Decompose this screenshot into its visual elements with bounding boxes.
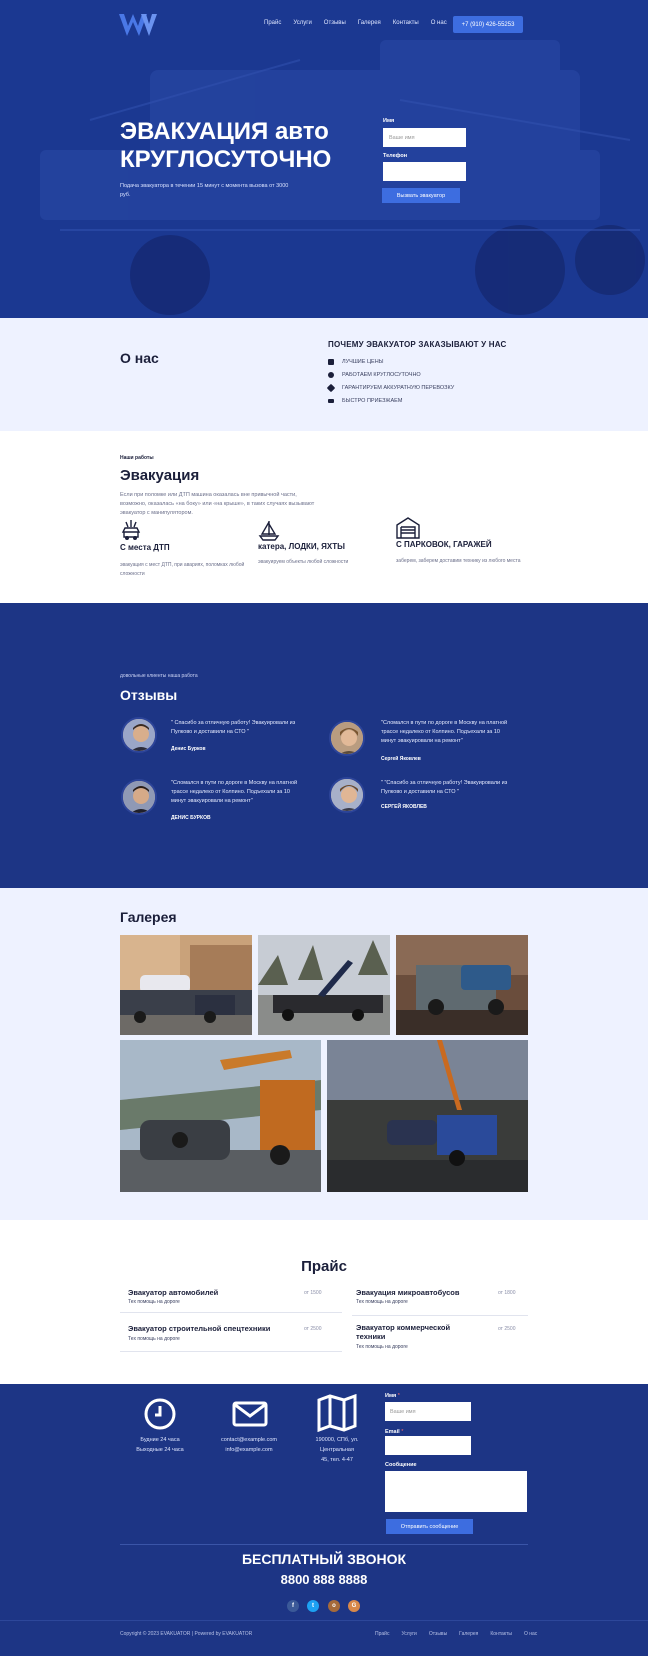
email-link[interactable]: contact@example.com bbox=[220, 1437, 278, 1443]
address-line: 190000, СПб, ул. bbox=[315, 1437, 359, 1443]
price-item-value: от 2500 bbox=[304, 1326, 322, 1332]
price-item-sub: Тех помощь на дороге bbox=[128, 1336, 180, 1342]
price-divider bbox=[120, 1312, 342, 1313]
why-item-prices bbox=[328, 359, 384, 365]
logo-icon[interactable] bbox=[119, 12, 157, 38]
main-nav bbox=[264, 20, 459, 26]
contact-name-label bbox=[385, 1393, 400, 1399]
footer-nav-item[interactable]: О нас bbox=[523, 1631, 538, 1637]
gallery-section bbox=[0, 888, 648, 1220]
gallery-image-5[interactable] bbox=[327, 1040, 528, 1192]
contact-message-label: Сообщение bbox=[385, 1462, 417, 1468]
copyright-text: Copyright © 2023 EVAKUATOR | Powered by EVAKUATOR bbox=[120, 1631, 253, 1637]
label-text: Email bbox=[385, 1429, 400, 1435]
why-item-fast bbox=[328, 398, 402, 404]
reviews-title: Отзывы bbox=[120, 687, 178, 703]
footer-nav-item[interactable]: Контакты bbox=[490, 1631, 512, 1637]
email-link[interactable]: info@example.com bbox=[225, 1447, 273, 1453]
hero-name-label: Имя bbox=[383, 118, 395, 124]
price-item-value: от 1800 bbox=[498, 1290, 516, 1296]
services-section bbox=[0, 431, 648, 603]
review-author: СЕРГЕЙ ЯКОВЛЕВ bbox=[381, 804, 427, 810]
review-author: ДЕНИС БУРКОВ bbox=[171, 815, 211, 821]
footer bbox=[0, 1620, 648, 1656]
about-title: О нас bbox=[120, 350, 159, 366]
garage-icon bbox=[396, 517, 420, 539]
price-divider bbox=[352, 1315, 528, 1316]
price-item-title-line: техники bbox=[356, 1332, 386, 1341]
footer-nav-item[interactable]: Услуги bbox=[401, 1631, 417, 1637]
footer-nav bbox=[375, 1631, 549, 1637]
required-mark: * bbox=[401, 1429, 404, 1435]
contact-message-textarea[interactable] bbox=[385, 1471, 527, 1512]
nav-item-contacts[interactable]: Контакты bbox=[392, 20, 419, 26]
google-icon[interactable]: G bbox=[348, 1600, 360, 1612]
avatar bbox=[329, 720, 365, 756]
footer-nav-item[interactable]: Отзывы bbox=[428, 1631, 448, 1637]
price-item-title bbox=[356, 1323, 450, 1341]
review-text: "Сломался в пути по дороге в Москву на платной трассе недалеко от Колпино. Подъехали за 10 минут эвакуировали на ремонт" bbox=[171, 780, 298, 804]
services-title: Эвакуация bbox=[120, 467, 200, 484]
contact-name-input[interactable]: Ваше имя bbox=[385, 1402, 471, 1421]
gallery-image-3[interactable] bbox=[396, 935, 528, 1035]
price-item-value: от 2500 bbox=[498, 1326, 516, 1332]
nav-item-about[interactable]: О нас bbox=[430, 20, 447, 26]
price-item-title: Эвакуатор автомобилей bbox=[128, 1288, 219, 1297]
avatar bbox=[121, 779, 157, 815]
hero-submit-button[interactable]: Вызвать эвакуатор bbox=[382, 188, 460, 203]
why-item-label: РАБОТАЕМ КРУГЛОСУТОЧНО bbox=[342, 372, 421, 378]
gallery-image-2[interactable] bbox=[258, 935, 390, 1035]
label-text: Имя bbox=[385, 1393, 397, 1399]
car-crash-icon bbox=[120, 519, 142, 543]
service-title-accident: С места ДТП bbox=[120, 543, 170, 552]
why-item-label: ГАРАНТИРУЕМ АККУРАТНУЮ ПЕРЕВОЗКУ bbox=[342, 385, 455, 391]
footer-nav-item[interactable]: Прайс bbox=[375, 1631, 390, 1637]
shield-icon bbox=[327, 384, 335, 392]
reviews-kicker: довольные клиенты наша работа bbox=[120, 673, 198, 679]
footer-nav-item[interactable]: Галерея bbox=[459, 1631, 479, 1637]
prices-title: Прайс bbox=[301, 1258, 347, 1275]
price-item-sub: Тех помощь на дороге bbox=[128, 1299, 180, 1305]
hero-phone-input[interactable] bbox=[383, 162, 466, 181]
address-line: Центральная bbox=[320, 1447, 354, 1453]
hero-title-line1: ЭВАКУАЦИЯ авто bbox=[120, 118, 329, 145]
why-item-label: БЫСТРО ПРИЕЗЖАЕМ bbox=[342, 398, 403, 404]
facebook-icon[interactable]: f bbox=[287, 1600, 299, 1612]
gallery-title: Галерея bbox=[120, 909, 177, 925]
service-title-parking: С ПАРКОВОК, ГАРАЖЕЙ bbox=[396, 540, 492, 549]
review-author: Денис Бурков bbox=[171, 746, 206, 752]
service-title-boats: катера, ЛОДКИ, ЯХТЫ bbox=[258, 542, 345, 551]
hero-title-line2: КРУГЛОСУТОЧНО bbox=[120, 146, 332, 173]
review-author: Сергей Яковлев bbox=[381, 756, 421, 762]
hours-weekdays: Будние 24 часа bbox=[140, 1437, 180, 1443]
service-text-boats: эвакуируем объекты любой сложности bbox=[258, 559, 349, 565]
why-item-careful bbox=[328, 385, 454, 391]
nav-item-reviews[interactable]: Отзывы bbox=[323, 20, 346, 26]
sailboat-icon bbox=[258, 519, 280, 541]
reviews-section bbox=[0, 603, 648, 888]
review-text: " Спасибо за отличную работу! Эвакуировали из Пулково и доставили на СТО " bbox=[171, 720, 296, 735]
clock-icon bbox=[328, 372, 334, 378]
price-item-sub: Тех помощь на дороге bbox=[356, 1299, 408, 1305]
nav-item-services[interactable]: Услуги bbox=[293, 20, 312, 26]
price-divider bbox=[120, 1351, 342, 1352]
money-icon bbox=[328, 359, 334, 365]
send-message-button[interactable]: Отправить сообщение bbox=[386, 1519, 473, 1534]
why-item-label: ЛУЧШИЕ ЦЕНЫ bbox=[342, 359, 384, 365]
contacts-divider bbox=[120, 1544, 528, 1545]
why-us-title: ПОЧЕМУ ЭВАКУАТОР ЗАКАЗЫВАЮТ У НАС bbox=[328, 340, 507, 349]
required-mark: * bbox=[397, 1393, 400, 1399]
free-call-phone[interactable]: 8800 888 8888 bbox=[280, 1572, 368, 1587]
services-kicker: Наши работы bbox=[120, 455, 154, 461]
services-description: Если при поломке или ДТП машина оказалась вне привычной части, возможно, оказалась «на боку» или «на крыше», в таких случаях вызывают эвакуатор с манипулятором. bbox=[120, 492, 315, 516]
service-text-accident: эвакуация с мест ДТП, при авариях, поломках любой сложности bbox=[120, 562, 245, 577]
twitter-icon[interactable]: t bbox=[307, 1600, 319, 1612]
review-text: "Сломался в пути по дороге в Москву на платной трассе недалеко от Колпино. Подъехали за 10 минут эвакуировали на ремонт" bbox=[381, 720, 508, 744]
why-item-24h bbox=[328, 372, 421, 378]
hero-name-input[interactable]: Ваше имя bbox=[383, 128, 466, 147]
avatar bbox=[121, 717, 157, 753]
hours-weekend: Выходные 24 часа bbox=[136, 1447, 184, 1453]
address-text bbox=[282, 1435, 392, 1465]
price-item-title: Эвакуатор строительной спецтехники bbox=[128, 1324, 271, 1333]
contact-email-label bbox=[385, 1429, 403, 1435]
price-item-sub: Тех помощь на дороге bbox=[356, 1344, 408, 1350]
service-text-parking: заберем, заберем доставим технику из любого места bbox=[396, 558, 521, 564]
prices-section bbox=[0, 1220, 648, 1384]
clock-icon bbox=[144, 1398, 176, 1430]
review-text: " "Спасибо за отличную работу! Эвакуировали из Пулково и доставили на СТО " bbox=[381, 780, 508, 795]
contact-email-input[interactable] bbox=[385, 1436, 471, 1455]
gallery-image-4[interactable] bbox=[120, 1040, 321, 1192]
price-item-value: от 1500 bbox=[304, 1290, 322, 1296]
contacts-section bbox=[0, 1384, 648, 1656]
hero-section bbox=[0, 0, 648, 318]
nav-item-gallery[interactable]: Галерея bbox=[357, 20, 381, 26]
price-item-title-line: Эвакуатор коммерческой bbox=[356, 1323, 451, 1332]
gallery-image-1[interactable] bbox=[120, 935, 252, 1035]
mail-icon bbox=[232, 1401, 268, 1427]
hero-phone-label: Телефон bbox=[383, 153, 408, 159]
free-call-title: БЕСПЛАТНЫЙ ЗВОНОК bbox=[241, 1551, 407, 1567]
truck-icon bbox=[328, 399, 334, 403]
phone-button[interactable]: +7 (910) 426-55253 bbox=[453, 16, 523, 33]
price-item-title: Эвакуация микроавтобусов bbox=[356, 1288, 460, 1297]
hero-subtitle: Подача эвакуатора в течении 15 минут с момента вызова от 3000 руб. bbox=[120, 183, 289, 198]
hero-title bbox=[120, 118, 380, 174]
avatar bbox=[329, 777, 365, 813]
map-icon bbox=[317, 1394, 357, 1432]
nav-item-price[interactable]: Прайс bbox=[264, 20, 282, 26]
about-section bbox=[0, 318, 648, 431]
odnoklassniki-icon[interactable]: o bbox=[328, 1600, 340, 1612]
address-line: 45, тел. 4-47 bbox=[321, 1457, 353, 1463]
